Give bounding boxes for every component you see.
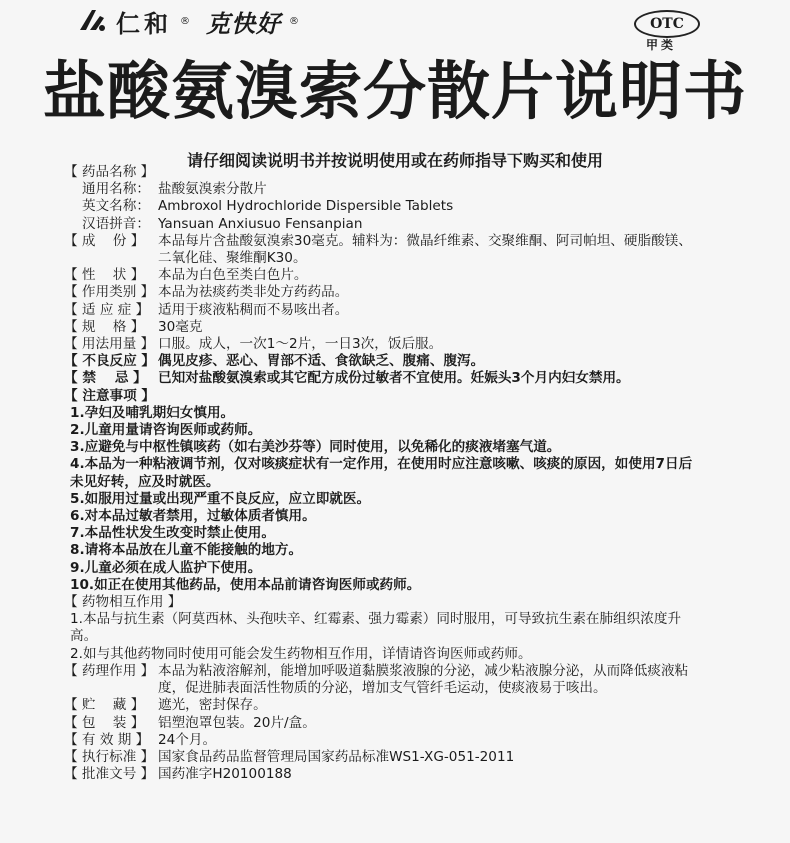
leaflet-body [64, 164, 704, 783]
company-name: 仁和 [116, 9, 172, 38]
section-packaging [64, 715, 704, 732]
precaution-item: 10.如正在使用其他药品，使用本品前请咨询医师或药师。 [70, 576, 421, 593]
section-expiry [64, 732, 704, 749]
precaution-item: 9.儿童必须在成人监护下使用。 [70, 559, 262, 576]
section-label: 【 包 装 】 [64, 714, 145, 731]
section-contraindications [64, 370, 704, 387]
interaction-item: 1.本品与抗生素（阿莫西林、头孢呋辛、红霉素、强力霉素）同时服用，可导致抗生素在肺组织浓度升高。 [70, 611, 682, 645]
registered-mark: ® [180, 15, 190, 27]
section-value: 适用于痰液粘稠而不易咳出者。 [158, 301, 349, 318]
brand-bar [78, 4, 299, 38]
section-value: 已知对盐酸氨溴索或其它配方成份过敏者不宜使用。妊娠头3个月内妇女禁用。 [158, 370, 630, 387]
precaution-item: 4.本品为一种粘液调节剂，仅对咳痰症状有一定作用，在使用时应注意咳嗽、咳痰的原因，如使用7日后未见好转，应及时就医。 [70, 456, 693, 490]
section-label: 【 作用类别 】 [64, 284, 155, 301]
section-value: 30毫克 [158, 318, 203, 335]
precaution-item: 6.对本品过敏者禁用，过敏体质者慎用。 [70, 508, 316, 525]
drug-name-header: 【 药品名称 】 [64, 164, 155, 180]
section-specification [64, 319, 704, 336]
name-row-english [64, 198, 704, 215]
section-category [64, 284, 704, 301]
name-label: 汉语拼音： [82, 215, 150, 232]
precaution-item: 1.孕妇及哺乳期妇女慎用。 [70, 404, 235, 421]
usage-notice: 请仔细阅读说明书并按说明使用或在药师指导下购买和使用 [186, 151, 603, 170]
section-adverse-reactions [64, 353, 704, 370]
section-pharmacology [64, 663, 704, 697]
section-value: 口服。成人，一次1～2片，一日3次，饭后服。 [158, 336, 443, 353]
section-storage [64, 697, 704, 714]
section-label: 【 性 状 】 [64, 267, 145, 284]
otc-badge: OTC [634, 10, 700, 38]
section-value: 本品每片含盐酸氨溴索30毫克。辅料为：微晶纤维素、交聚维酮、阿司帕坦、硬脂酸镁、二氧化硅、聚维酮K30。 [158, 232, 692, 267]
name-value: 盐酸氨溴索分散片 [158, 181, 267, 198]
name-label: 通用名称： [82, 181, 150, 198]
section-dosage [64, 336, 704, 353]
precaution-item: 3.应避免与中枢性镇咳药（如右美沙芬等）同时使用，以免稀化的痰液堵塞气道。 [70, 439, 561, 456]
precautions-header: 【 注意事项 】 [64, 387, 156, 404]
section-label: 【 规 格 】 [64, 318, 145, 335]
section-label: 【 适 应 症 】 [64, 301, 150, 318]
section-value: 本品为白色至类白色片。 [158, 267, 308, 284]
interaction-item: 2.如与其他药物同时使用可能会发生药物相互作用，详情请咨询医师或药师。 [70, 645, 532, 662]
section-label: 【 禁 忌 】 [64, 370, 147, 387]
name-label: 英文名称： [82, 198, 150, 215]
section-value: 本品为粘液溶解剂，能增加呼吸道黏膜浆液腺的分泌，减少粘液腺分泌，从而降低痰液粘度，促进肺表面活性物质的分泌，增加支气管纤毛运动，使痰液易于咳出。 [158, 662, 689, 697]
name-value: Ambroxol Hydrochloride Dispersible Tablets [158, 198, 454, 215]
section-appearance [64, 267, 704, 284]
section-standard [64, 749, 704, 766]
section-label: 【 不良反应 】 [64, 353, 156, 370]
section-value: 铝塑泡罩包装。20片/盒。 [158, 714, 316, 731]
section-value: 24个月。 [158, 731, 217, 748]
otc-class-label: 甲类 [646, 38, 677, 52]
section-value: 本品为祛痰药类非处方药药品。 [158, 284, 349, 301]
interactions-header: 【 药物相互作用 】 [64, 594, 182, 611]
section-label: 【 贮 藏 】 [64, 697, 145, 714]
precaution-item: 2.儿童用量请咨询医师或药师。 [70, 422, 262, 439]
precaution-item: 5.如服用过量或出现严重不良反应，应立即就医。 [70, 490, 371, 507]
renhe-logo-icon [78, 8, 108, 34]
name-row-pinyin [64, 216, 704, 233]
section-label: 【 用法用量 】 [64, 336, 155, 353]
section-indications [64, 302, 704, 319]
name-row-generic [64, 181, 704, 198]
section-label: 【 药理作用 】 [64, 662, 155, 679]
section-value: 遮光，密封保存。 [158, 697, 267, 714]
section-label: 【 批准文号 】 [64, 766, 155, 783]
section-value: 偶见皮疹、恶心、胃部不适、食欲缺乏、腹痛、腹泻。 [158, 353, 485, 370]
precaution-item: 7.本品性状发生改变时禁止使用。 [70, 525, 275, 542]
precaution-item: 8.请将本品放在儿童不能接触的地方。 [70, 542, 303, 559]
registered-mark-2: ® [289, 15, 299, 27]
name-value: Yansuan Anxiusuo Fensanpian [158, 215, 363, 232]
section-label: 【 有 效 期 】 [64, 731, 150, 748]
product-brand: 克快好 [206, 9, 281, 38]
section-value: 国药准字H20100188 [158, 766, 292, 783]
section-label: 【 成 份 】 [64, 232, 145, 249]
page-title: 盐酸氨溴索分散片说明书 [43, 55, 747, 128]
section-approval-number [64, 766, 704, 783]
section-ingredients [64, 233, 704, 267]
section-value: 国家食品药品监督管理局国家药品标准WS1-XG-051-2011 [158, 748, 515, 765]
section-label: 【 执行标准 】 [64, 748, 155, 765]
